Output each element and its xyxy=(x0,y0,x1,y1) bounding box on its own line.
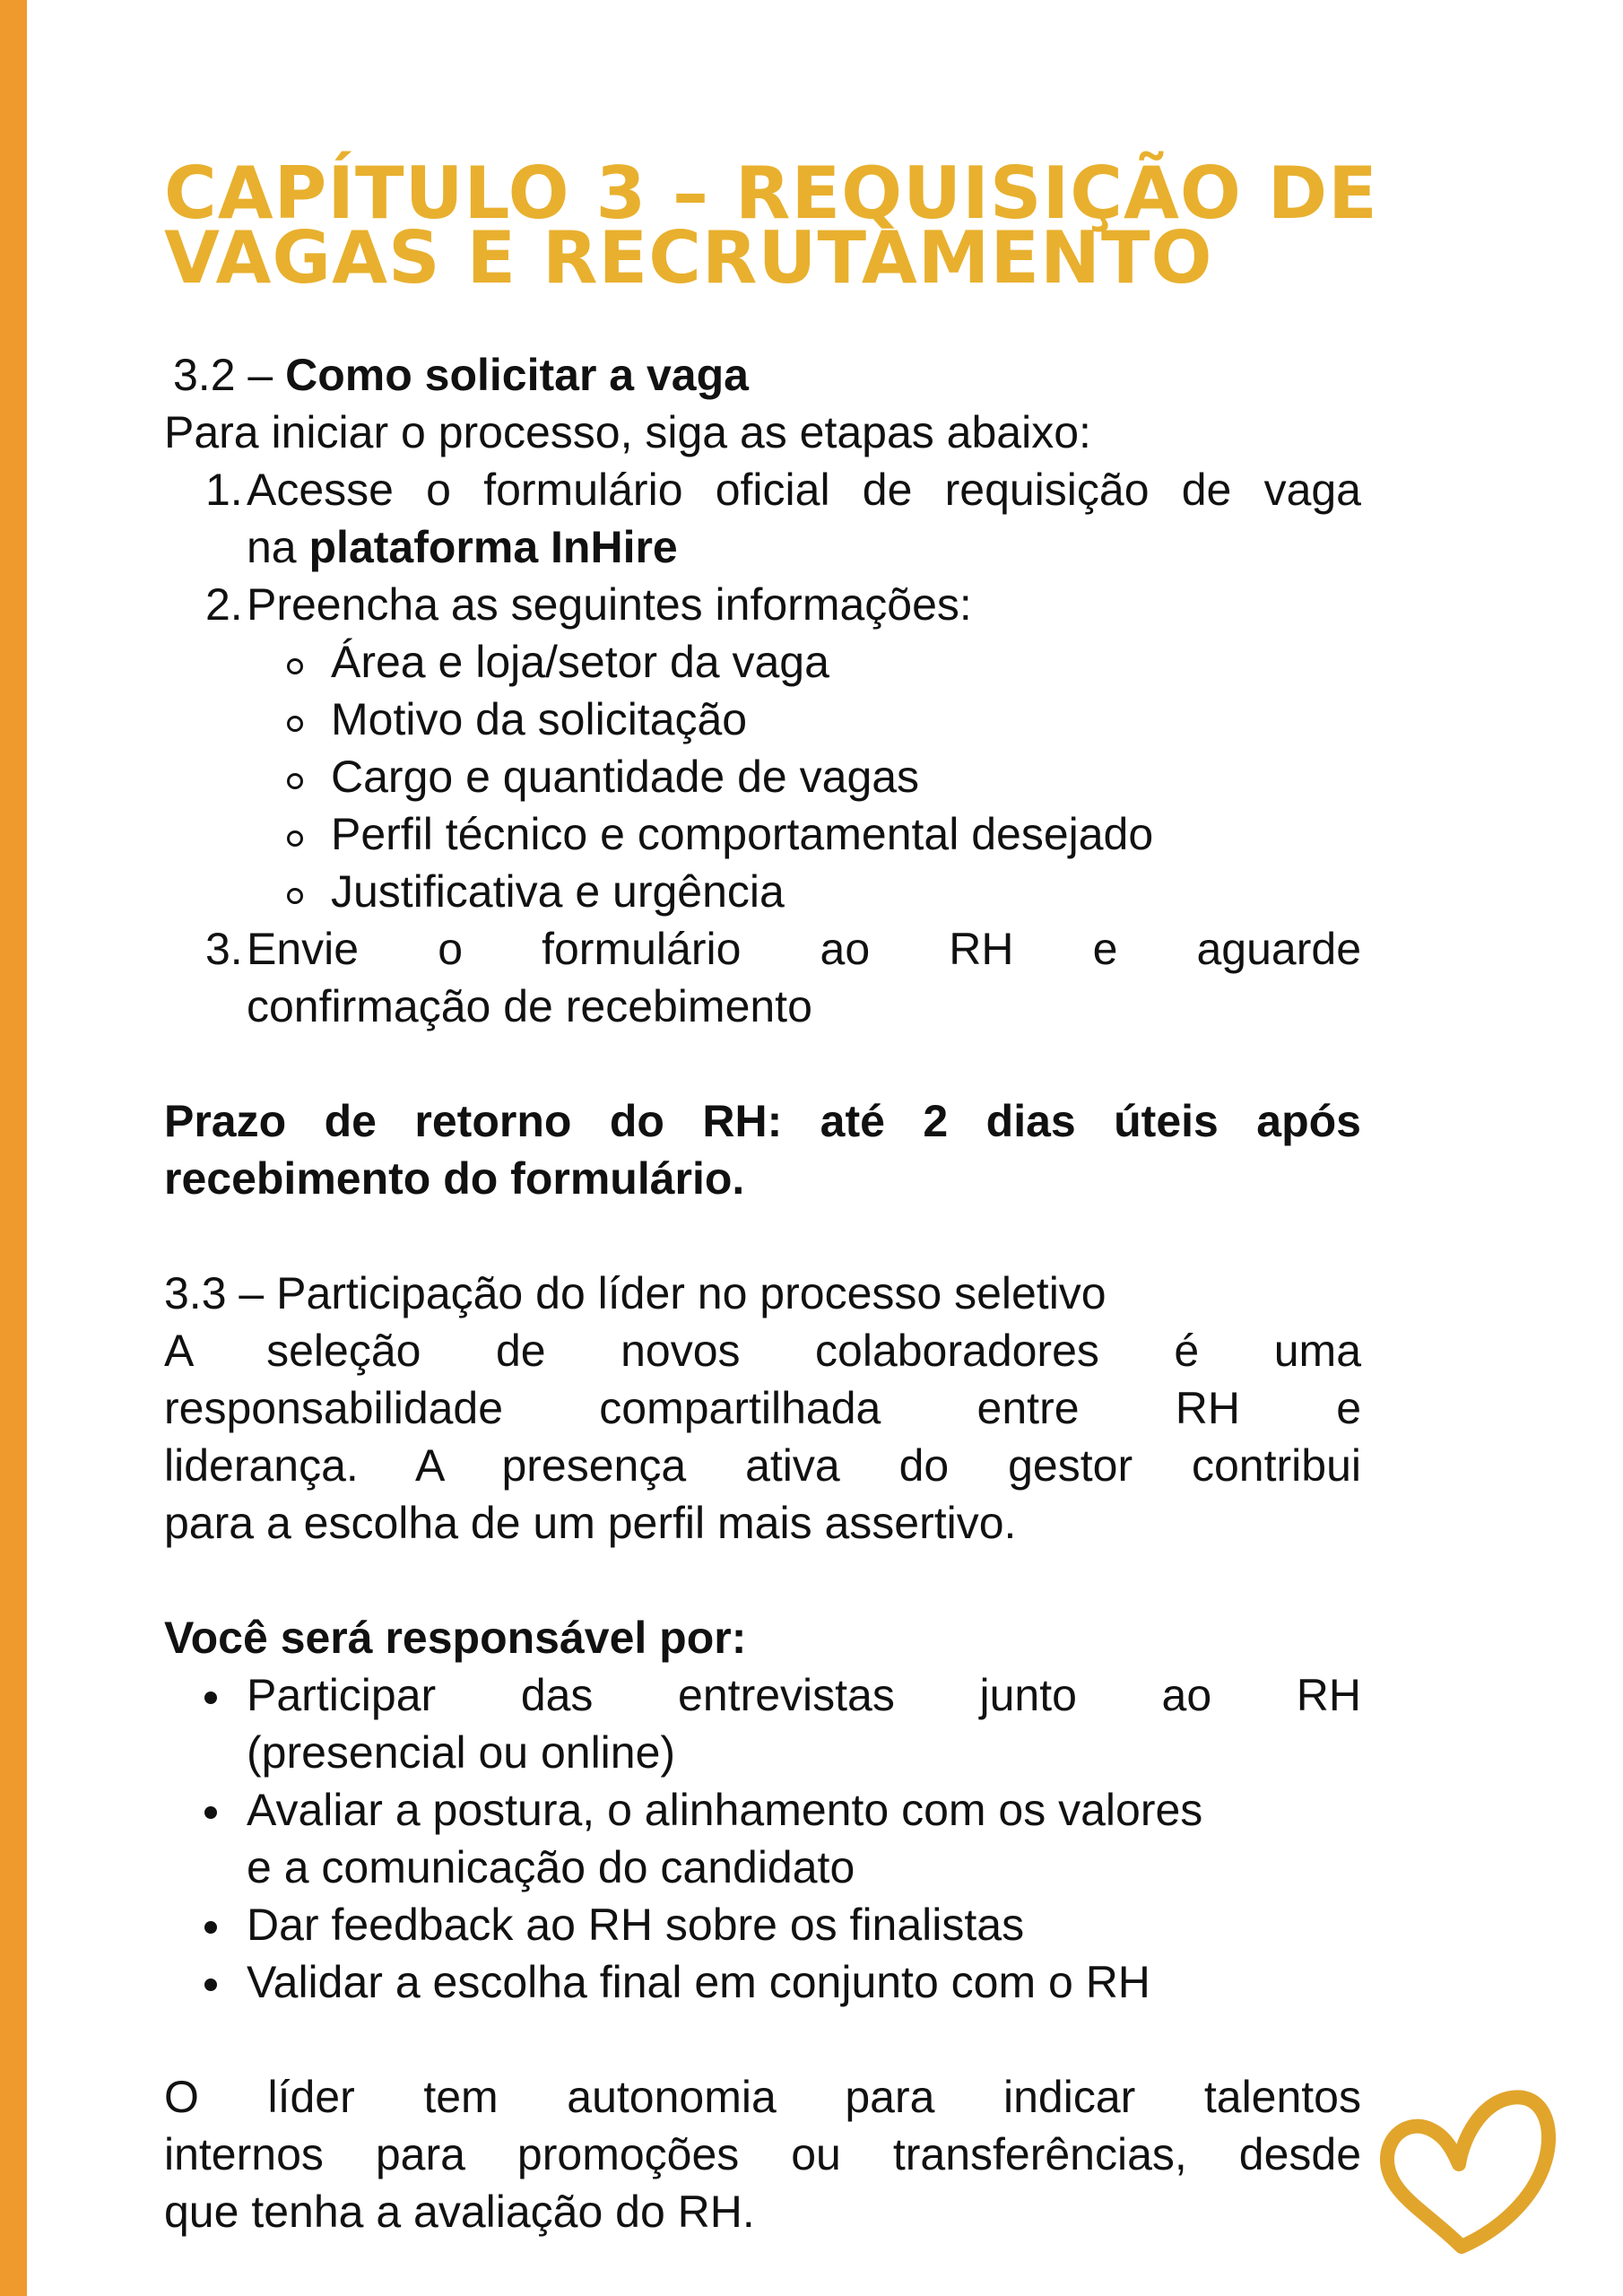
section-3-2-heading xyxy=(164,346,1361,404)
deadline-line-1: Prazo de retorno do RH: até 2 dias úteis após xyxy=(164,1096,1361,1146)
sub-item xyxy=(164,691,1361,748)
responsibility-text: Participar das entrevistas junto ao RH xyxy=(247,1670,1361,1720)
step-1-platform: plataforma InHire xyxy=(308,522,678,572)
circle-bullet-icon xyxy=(287,716,303,732)
document-body xyxy=(164,346,1361,2240)
responsibility-item xyxy=(164,1896,1361,1953)
section-3-2-title: Como solicitar a vaga xyxy=(285,350,749,400)
responsibility-item xyxy=(164,1666,1361,1724)
section-3-3-paragraph-line: para a escolha de um perfil mais assertivo. xyxy=(164,1498,1017,1548)
sub-item-text: Justificativa e urgência xyxy=(331,866,785,917)
section-3-3-paragraph-line: responsabilidade compartilhada entre RH e xyxy=(164,1383,1361,1433)
step-3-text: Envie o formulário ao RH e aguarde xyxy=(247,924,1361,974)
responsibility-item xyxy=(164,1781,1361,1839)
step-3-line-1 xyxy=(164,920,1361,978)
circle-bullet-icon xyxy=(287,831,303,847)
step-2-number: 2. xyxy=(205,579,243,630)
step-2-text: Preencha as seguintes informações: xyxy=(247,579,972,630)
section-3-2-prefix: 3.2 – xyxy=(173,350,286,400)
chapter-title-line-1: CAPÍTULO 3 – REQUISIÇÃO DE xyxy=(164,152,1378,235)
circle-bullet-icon xyxy=(287,658,303,674)
bullet-dot-icon xyxy=(204,1806,217,1819)
bullet-dot-icon xyxy=(204,1921,217,1934)
section-3-2-intro: Para iniciar o processo, siga as etapas abaixo: xyxy=(164,407,1091,457)
responsibilities-heading: Você será responsável por: xyxy=(164,1613,747,1663)
section-3-3-heading: 3.3 – Participação do líder no processo seletivo xyxy=(164,1268,1107,1318)
chapter-title xyxy=(164,152,1419,300)
sub-item-text: Perfil técnico e comportamental desejado xyxy=(331,809,1154,859)
responsibility-item xyxy=(164,1953,1361,2011)
heart-outline-icon xyxy=(1376,2085,1556,2265)
bullet-dot-icon xyxy=(204,1692,217,1704)
deadline-line-2: recebimento do formulário. xyxy=(164,1153,745,1204)
step-2 xyxy=(164,576,1361,633)
sub-item xyxy=(164,748,1361,805)
sub-item-text: Área e loja/setor da vaga xyxy=(331,637,829,687)
closing-line: O líder tem autonomia para indicar talentos xyxy=(164,2072,1361,2122)
closing-line: que tenha a avaliação do RH. xyxy=(164,2187,755,2237)
step-1-line-1 xyxy=(164,461,1361,518)
section-3-3-paragraph-line: A seleção de novos colaboradores é uma xyxy=(164,1326,1361,1376)
step-1-line-2 xyxy=(164,518,1361,576)
responsibility-text: Dar feedback ao RH sobre os finalistas xyxy=(247,1900,1025,1950)
responsibility-text: Validar a escolha final em conjunto com o RH xyxy=(247,1957,1150,2007)
sub-item xyxy=(164,805,1361,863)
section-3-3-paragraph-line: liderança. A presença ativa do gestor contribui xyxy=(164,1440,1361,1491)
sub-item xyxy=(164,633,1361,691)
sub-item-text: Cargo e quantidade de vagas xyxy=(331,752,920,802)
circle-bullet-icon xyxy=(287,888,303,904)
step-3-number: 3. xyxy=(205,924,243,974)
step-3-line-2: confirmação de recebimento xyxy=(247,981,812,1031)
step-1-number: 1. xyxy=(205,465,243,515)
chapter-title-line-2: VAGAS E RECRUTAMENTO xyxy=(164,216,1213,300)
bullet-dot-icon xyxy=(204,1979,217,1991)
step-1-text: Acesse o formulário oficial de requisição de vaga xyxy=(247,465,1361,515)
responsibility-item-continued: e a comunicação do candidato xyxy=(247,1842,855,1892)
sub-item-text: Motivo da solicitação xyxy=(331,694,748,744)
step-1-prefix: na xyxy=(247,522,309,572)
closing-line: internos para promoções ou transferências, desde xyxy=(164,2129,1361,2179)
responsibility-item-continued: (presencial ou online) xyxy=(247,1727,676,1778)
side-accent-bar xyxy=(0,0,27,2296)
circle-bullet-icon xyxy=(287,773,303,789)
responsibility-text: Avaliar a postura, o alinhamento com os valores xyxy=(247,1785,1203,1835)
sub-item xyxy=(164,863,1361,920)
